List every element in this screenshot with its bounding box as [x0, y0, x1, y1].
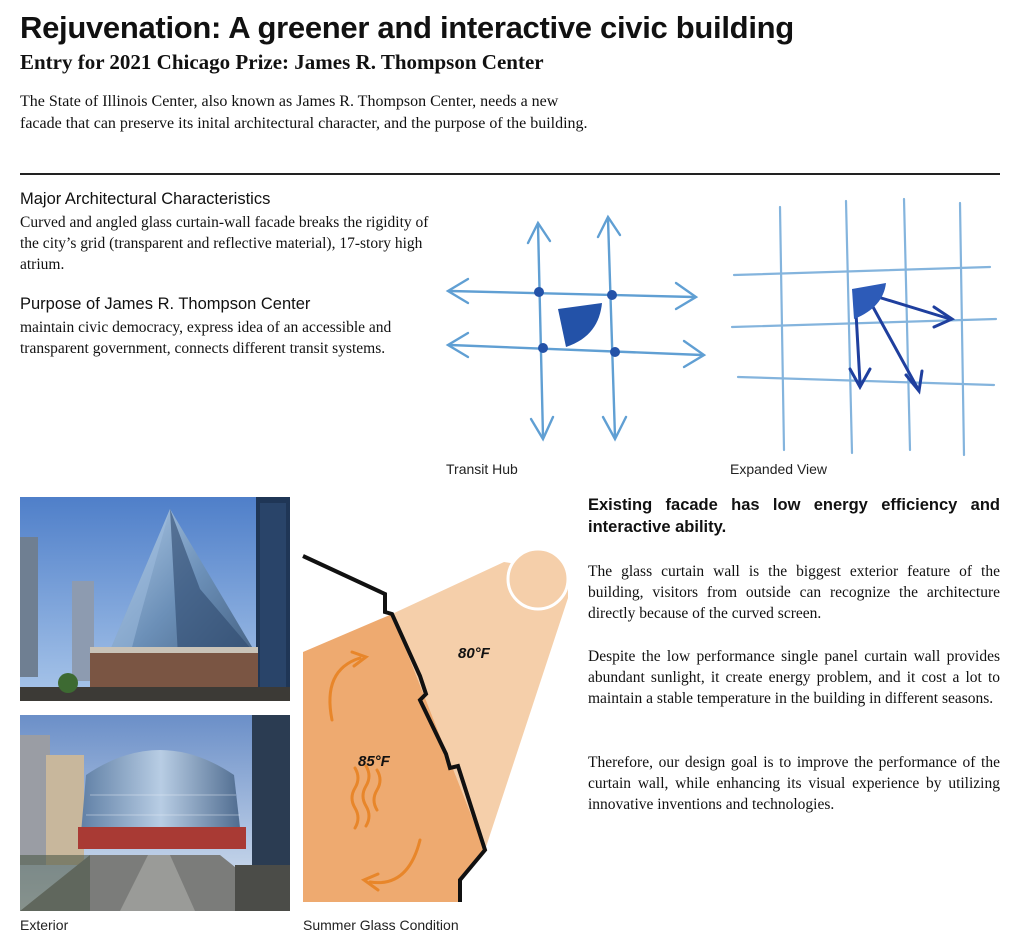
exterior-caption: Exterior	[20, 917, 69, 933]
transit-hub-caption: Transit Hub	[446, 461, 518, 477]
purpose-text: maintain civic democracy, express idea of an accessible and transparent government, connects different transit systems.	[20, 319, 392, 357]
expanded-view-sketch	[728, 195, 1000, 460]
inside-temp-label: 85°F	[358, 753, 390, 770]
facade-paragraph-1: The glass curtain wall is the biggest exterior feature of the building, visitors from outside can recognize the architecture directly because of the curved screen.	[588, 563, 1000, 622]
page-subtitle: Entry for 2021 Chicago Prize: James R. Thompson Center	[20, 50, 544, 74]
page-title: Rejuvenation: A greener and interactive civic building	[20, 10, 794, 45]
section-divider	[20, 173, 1000, 175]
outside-temp-label: 80°F	[458, 645, 490, 662]
characteristics-heading: Major Architectural Characteristics	[20, 190, 271, 208]
summer-glass-caption: Summer Glass Condition	[303, 917, 459, 933]
building-photo	[20, 497, 290, 701]
expanded-view-caption: Expanded View	[730, 461, 828, 477]
facade-paragraph-3: Therefore, our design goal is to improve the performance of the curtain wall, while enhancing its visual experience by utilizing innovative inventions and technologies.	[588, 754, 1000, 813]
summer-glass-diagram	[300, 540, 575, 912]
facade-paragraph-2: Despite the low performance single panel curtain wall provides abundant sunlight, it create energy problem, and it cost a lot to maintain a stable temperature in the building in different seasons.	[588, 648, 1000, 707]
intro-paragraph: The State of Illinois Center, also known as James R. Thompson Center, needs a new facade that can preserve its inital architectural character, and the purpose of the building.	[20, 93, 588, 132]
characteristics-text: Curved and angled glass curtain-wall facade breaks the rigidity of the city’s grid (transparent and reflective material), 17-story high atrium.	[20, 214, 429, 273]
exterior-photo	[20, 715, 290, 911]
facade-heading: Existing facade has low energy efficiency and interactive ability.	[588, 496, 1000, 536]
purpose-heading: Purpose of James R. Thompson Center	[20, 295, 311, 313]
transit-hub-sketch	[440, 205, 720, 445]
